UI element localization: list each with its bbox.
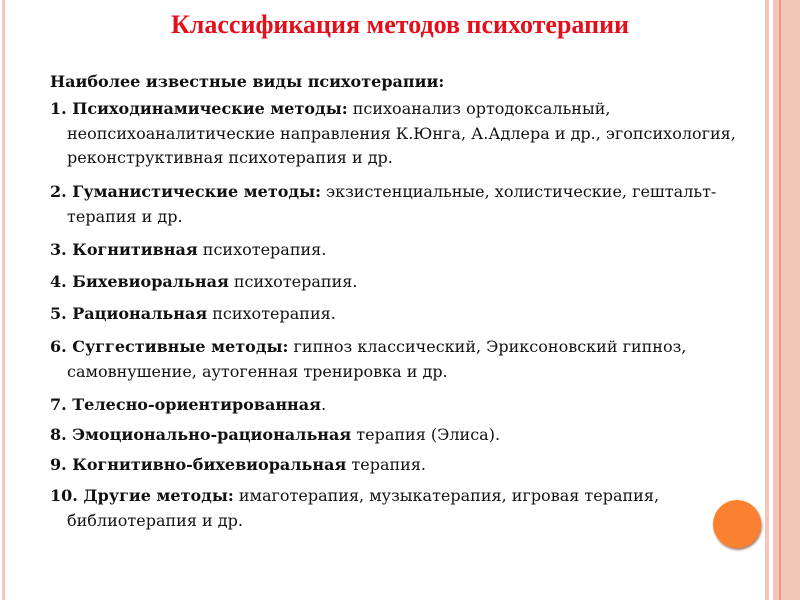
item-label: 9. Когнитивно-бихевиоральная — [50, 455, 347, 474]
item-text: психотерапия. — [228, 272, 358, 291]
list-item — [50, 393, 767, 418]
list-item — [50, 97, 767, 171]
list-item — [50, 335, 767, 384]
item-label: 4. Бихевиоральная — [50, 272, 229, 291]
item-label: 6. Суггестивные методы: — [50, 337, 289, 356]
orange-circle-decoration — [713, 500, 761, 548]
item-text: экзистенциальные, холистические, гештальт-терапия и др. — [67, 182, 717, 226]
item-label: 5. Рациональная — [50, 304, 208, 323]
list-item — [50, 484, 767, 533]
item-text: гипноз классический, Эриксоновский гипноз, самовнушение, аутогенная тренировка и др. — [67, 337, 687, 381]
list-item — [50, 270, 767, 295]
item-text: терапия (Элиса). — [351, 425, 501, 444]
item-label: 7. Телесно-ориентированная — [50, 395, 321, 414]
item-text: . — [320, 395, 327, 414]
item-text: терапия. — [346, 455, 427, 474]
item-text: психотерапия. — [207, 304, 336, 323]
item-label: 3. Когнитивная — [50, 240, 198, 259]
item-label: 10. Другие методы: — [50, 486, 234, 505]
list-item — [50, 238, 767, 263]
right-stripe-line — [779, 0, 781, 600]
item-label: 1. Психодинамические методы: — [50, 99, 348, 118]
item-text: психотерапия. — [197, 240, 327, 259]
item-text: имаготерапия, музыкатерапия, игровая терапия, библиотерапия и др. — [67, 486, 660, 530]
list-item — [50, 302, 767, 327]
list-heading — [50, 70, 750, 95]
right-stripe-wide — [773, 0, 800, 600]
item-text: психоанализ ортодоксальный, неопсихоаналитические направления К.Юнга, А.Адлера и др., эгопсихология, реконструктивная психотерапия и др. — [67, 99, 736, 167]
list-item — [50, 180, 767, 229]
slide-title: Классификация методов психотерапии — [170, 10, 630, 39]
list-item — [50, 453, 767, 478]
item-label: 8. Эмоционально-рациональная — [50, 425, 352, 444]
list-item — [50, 423, 767, 448]
left-border — [2, 0, 5, 600]
heading-text: Наиболее известные виды психотерапии: — [50, 72, 445, 91]
item-label: 2. Гуманистические методы: — [50, 182, 322, 201]
